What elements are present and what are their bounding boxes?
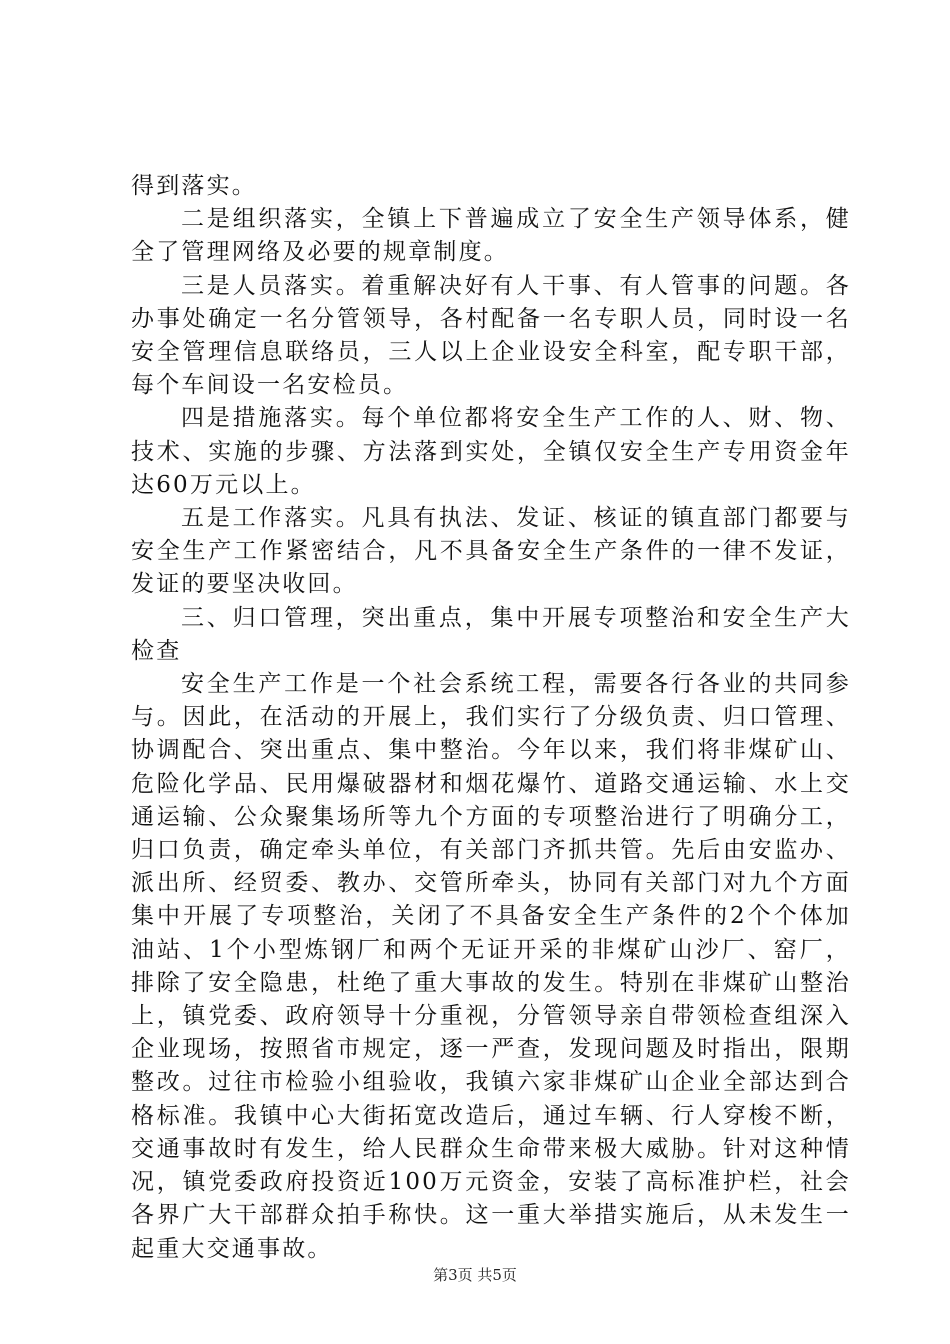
paragraph-4: 四是措施落实。每个单位都将安全生产工作的人、财、物、技术、实施的步骤、方法落到实处，全镇仅安全生产专用资金年达60万元以上。 (131, 405, 851, 498)
paragraph-2: 二是组织落实，全镇上下普遍成立了安全生产领导体系，健全了管理网络及必要的规章制度。 (131, 206, 851, 266)
document-body (131, 170, 851, 1266)
page-number-label: 第3页 共5页 (433, 1266, 517, 1284)
paragraph-7: 安全生产工作是一个社会系统工程，需要各行各业的共同参与。因此，在活动的开展上，我们实行了分级负责、归口管理、协调配合、突出重点、集中整治。今年以来，我们将非煤矿山、危险化学品、民用爆破器材和烟花爆竹、道路交通运输、水上交通运输、公众聚集场所等九个方面的专项整治进行了明确分工，归口负责，确定牵头单位，有关部门齐抓共管。先后由安监办、派出所、经贸委、教办、交管所牵头，协同有关部门对九个方面集中开展了专项整治，关闭了不具备安全生产条件的2个个体加油站、1个小型炼钢厂和两个无证开采的非煤矿山沙厂、窑厂，排除了安全隐患，杜绝了重大事故的发生。特别在非煤矿山整治上，镇党委、政府领导十分重视，分管领导亲自带领检查组深入企业现场，按照省市规定，逐一严查，发现问题及时指出，限期整改。过往市检验小组验收，我镇六家非煤矿山企业全部达到合格标准。我镇中心大街拓宽改造后，通过车辆、行人穿梭不断，交通事故时有发生，给人民群众生命带来极大威胁。针对这种情况，镇党委政府投资近100万元资金，安装了高标准护栏，社会各界广大干部群众拍手称快。这一重大举措实施后，从未发生一起重大交通事故。 (131, 671, 851, 1262)
paragraph-1: 得到落实。 (131, 173, 257, 199)
paragraph-3: 三是人员落实。着重解决好有人干事、有人管事的问题。各办事处确定一名分管领导，各村配备一名专职人员，同时设一名安全管理信息联络员，三人以上企业设安全科室，配专职干部，每个车间设一名安检员。 (131, 272, 851, 399)
page-footer (0, 1265, 950, 1285)
section-heading: 三、归口管理，突出重点，集中开展专项整治和安全生产大检查 (131, 604, 851, 664)
paragraph-5: 五是工作落实。凡具有执法、发证、核证的镇直部门都要与安全生产工作紧密结合，凡不具备安全生产条件的一律不发证，发证的要坚决收回。 (131, 505, 851, 598)
